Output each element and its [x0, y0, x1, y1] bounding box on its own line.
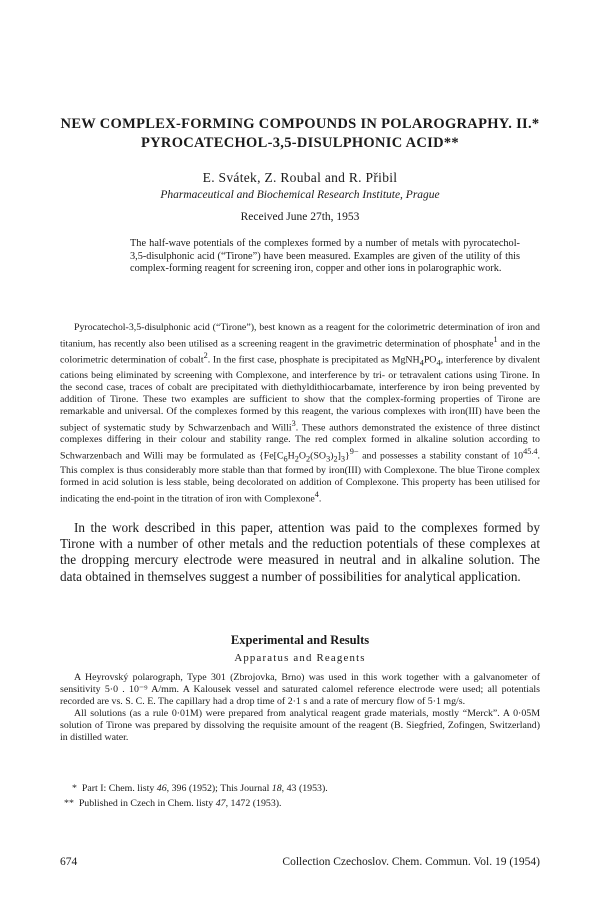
abstract: The half-wave potentials of the complexes formed by a number of metals with pyrocatechol-3,5-disulphonic acid (“Tirone”) have been measured. Examples are given of the utility of this complex-forming reagent for screening iron, copper and other ions in polarographic work. [130, 238, 520, 275]
apparatus-paragraph-2: All solutions (as a rule 0·01M) were prepared from analytical reagent grade materials, mostly “Merck”. A 0·05M solution of Tirone was prepared by dissolving the requisite amount of the reagent (B. Siegfried, Zofingen, Switzerland) in distilled water. [60, 708, 540, 743]
apparatus-paragraph-1: A Heyrovský polarograph, Type 301 (Zbrojovka, Brno) was used in this work together with a galvanometer of sensitivity 5·0 . 10⁻⁹ A/mm. A Kalousek vessel and saturated calomel reference electrode were used; all potentials recorded are vs. S. C. E. The capillary had a drop time of 2·1 s and a rate of mercury flow of 5·1 mg/s. [60, 672, 540, 707]
introduction [60, 322, 540, 505]
ref-1: 1 [493, 335, 498, 344]
title-line-2: PYROCATECHOL-3,5-DISULPHONIC ACID** [141, 135, 459, 151]
main-paragraph: In the work described in this paper, attention was paid to the complexes formed by Tirone with a number of other metals and the reduction potentials of these complexes at the dropping mercury electrode were measured in neutral and in alkaline solution. The data obtained in themselves suggest a number of possibilities for analytical application. [60, 520, 540, 584]
affiliation: Pharmaceutical and Biochemical Research Institute, Prague [160, 189, 440, 201]
intro-paragraph: Pyrocatechol-3,5-disulphonic acid (“Tirone”), best known as a reagent for the colorimetric determination of iron and titanium, has recently also been utilised as a screening reagent in the gravimetric determination of phosphate$^1$ and in the colorimetric determination of cobalt$^2$. In the first case, phosphate is precipitated as $MgNH_4PO_4$, interference by divalent cations being eliminated by screening with Complexone, and interference by tri- or tetravalent cations using Tirone. In the second case, traces of cobalt are precipitated with diethyldithiocarbamate, interference by iron being prevented by addition of Tirone. These two examples are sufficient to show that the complex-forming properties of Tirone are remarkable and universal. Of the complexes formed by this reagent, the various complexes with iron(III) have been the subject of systematic study by Schwarzenbach and Willi$^3$. These authors demonstrated the existence of three distinct complexes differing in their colour and stability range. The red complex formed in alkaline solution according to Schwarzenbach and Willi may be formulated as $\{Fe[C_6H_2O_2(SO_3)_2]_3\}^{9-}$ and possesses a stability constant of $10^{45.4}$. This complex is thus considerably more stable than that formed by iron(III) with Complexone. The blue Tirone complex formed in acid solution is less stable, being decolorated on addition of Complexone. This property has been utilised for indicating the end-point in the titration of iron with Complexone$^4$. [60, 322, 541, 505]
page-number: 674 [60, 856, 78, 868]
received-date: Received June 27th, 1953 [240, 211, 360, 223]
main-text [60, 520, 540, 585]
journal-reference: Collection Czechoslov. Chem. Commun. Vol. 19 (1954) [282, 856, 540, 868]
section-heading: Experimental and Results [230, 633, 370, 647]
apparatus-section [60, 672, 540, 744]
paper-title [40, 115, 560, 153]
footnote-2: ** Published in Czech in Chem. listy 47, 1472 (1953). [64, 798, 282, 809]
footnotes [64, 781, 540, 811]
footnote-1: * Part I: Chem. listy 46, 396 (1952); This Journal 18, 43 (1953). [72, 783, 328, 794]
ref-3: 3 [291, 418, 296, 428]
authors: E. Svátek, Z. Roubal and R. Přibil [202, 170, 398, 185]
ref-4: 4 [314, 490, 319, 500]
title-line-1: NEW COMPLEX-FORMING COMPOUNDS IN POLAROGRAPHY. II.* [60, 116, 540, 132]
ref-2: 2 [203, 351, 208, 361]
subsection-heading: Apparatus and Reagents [234, 652, 366, 664]
